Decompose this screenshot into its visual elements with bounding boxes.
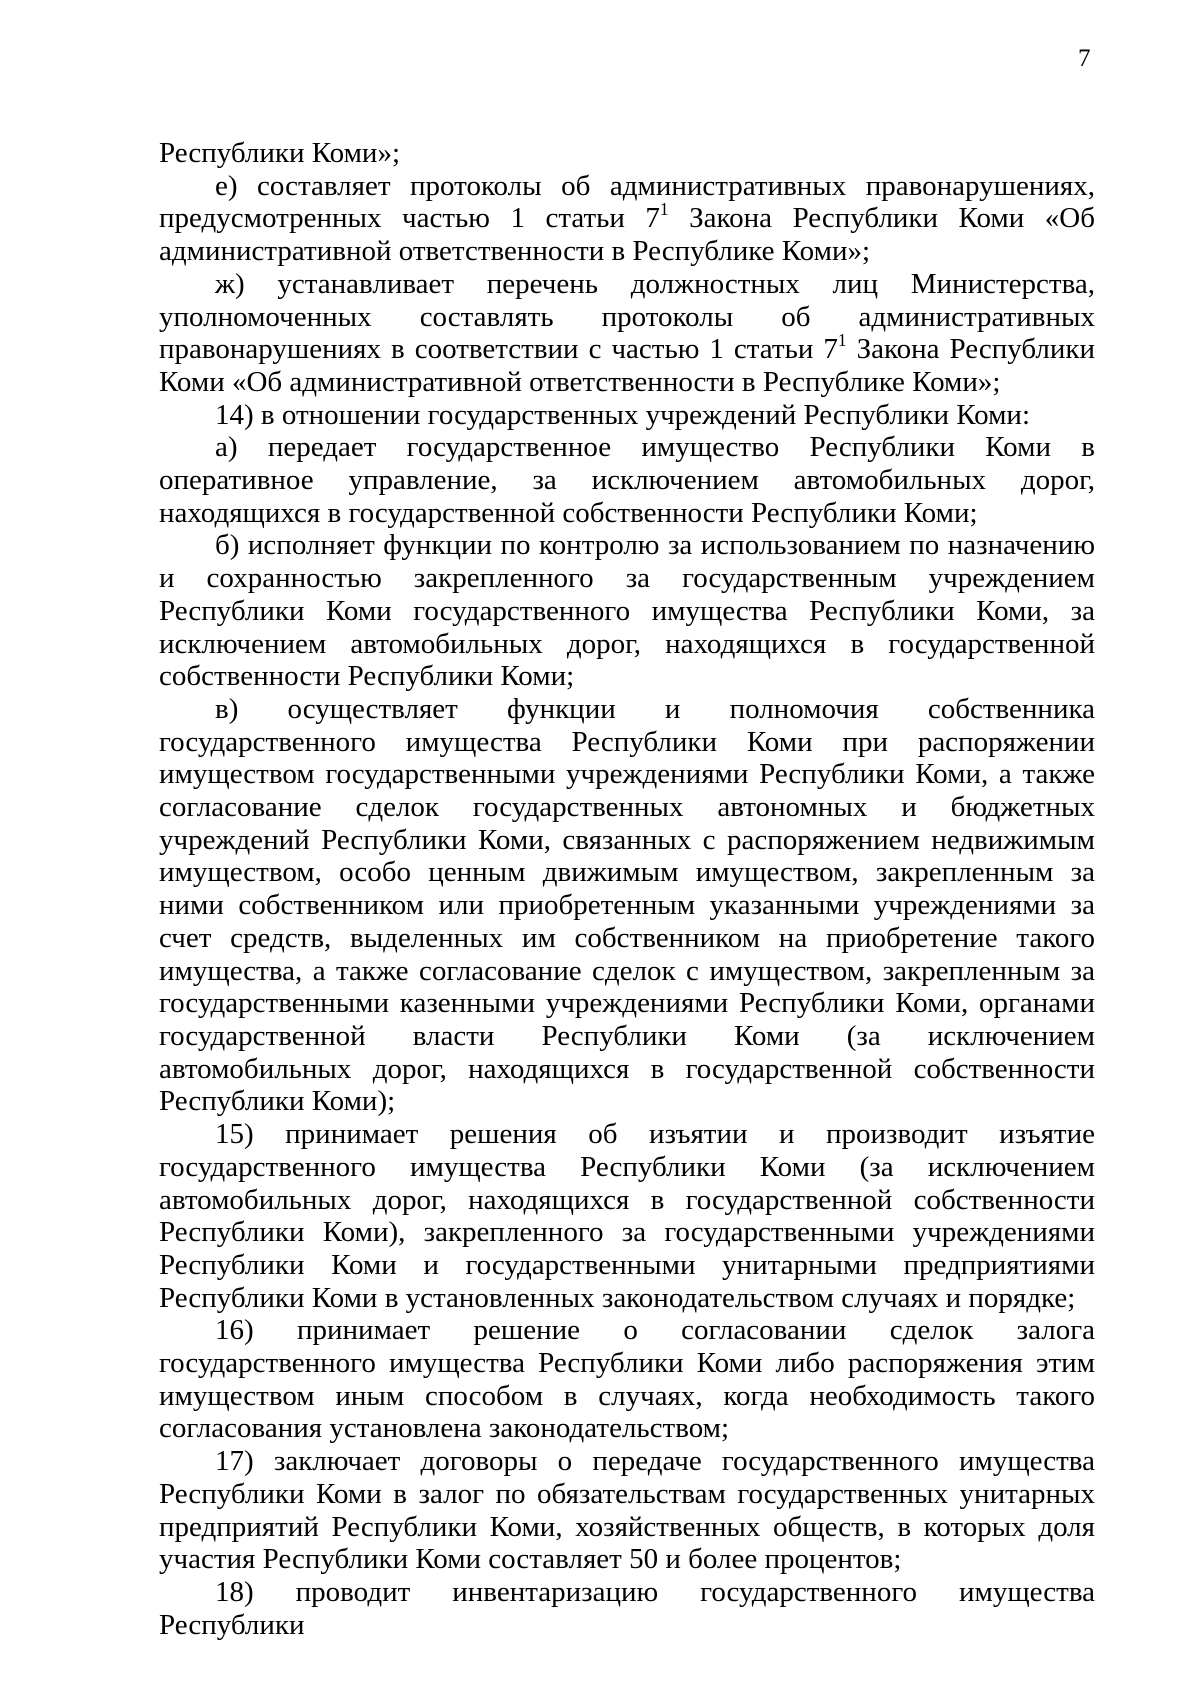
paragraph-continuation: Республики Коми»; [159,137,401,169]
paragraph-14-a: а) передает государственное имущество Республики Коми в оперативное управление, за исключением автомобильных дорог, находящихся в государственной собственности Республики Коми; [159,431,1095,529]
paragraph-text: Закона Республики Коми «Об административной ответственности в Республике Коми»; [159,333,1096,398]
paragraph-item-e [159,170,1095,268]
paragraph-14-b: б) исполняет функции по контролю за использованием по назначению и сохранностью закрепленного за государственным учреждением Республики Коми государственного имущества Республики Коми, за исключением автомобильных дорог, находящихся в государственной собственности Республики Коми; [159,529,1095,693]
paragraph-text: е) составляет протоколы об административных правонарушениях, предусмотренных частью 1 статьи 7 [159,169,1095,235]
paragraph-18: 18) проводит инвентаризацию государственного имущества Республики [159,1575,1095,1641]
paragraph-14-v: в) осуществляет функции и полномочия собственника государственного имущества Республики Коми при распоряжении имуществом государственными учреждениями Республики Коми, а также согласование сделок государственных автономных и бюджетных учреждений Республики Коми, связанных с распоряжением недвижимым имуществом, особо ценным движимым имуществом, закрепленным за ними собственником или приобретенным указанными учреждениями за счет средств, выделенных им собственником на приобретение такого имущества, а также согласование сделок с имуществом, закрепленным за государственными казенными учреждениями Республики Коми, органами государственной власти Республики Коми (за исключением автомобильных дорог, находящихся в государственной собственности Республики Коми); [159,692,1095,1118]
page-number: 7 [1078,45,1091,72]
paragraph-text: Закона Республики Коми «Об административной ответственности в Республике Коми»; [159,202,1095,268]
paragraph-text: ж) устанавливает перечень должностных лиц Министерства, уполномоченных составлять протоколы об административных правонарушениях в соответствии с частью 1 статьи 7 [159,267,1095,366]
paragraph-14: 14) в отношении государственных учреждений Республики Коми: [215,398,1031,431]
paragraph-15: 15) принимает решения об изъятии и производит изъятие государственного имущества Республики Коми (за исключением автомобильных дорог, находящихся в государственной собственности Республики Коми), закрепленного за государственными учреждениями Республики Коми и государственными унитарными предприятиями Республики Коми в установленных законодательством случаях и порядке; [159,1118,1095,1314]
paragraph-item-zh [159,268,1095,399]
document-body [159,137,1095,1641]
paragraph-16: 16) принимает решение о согласовании сделок залога государственного имущества Республики Коми либо распоряжения этим имуществом иным способом в случаях, когда необходимость такого согласования установлена законодательством; [159,1314,1095,1445]
superscript-index: 1 [837,330,847,351]
paragraph-17: 17) заключает договоры о передаче государственного имущества Республики Коми в залог по обязательствам государственных унитарных предприятий Республики Коми, хозяйственных обществ, в которых доля участия Республики Коми составляет 50 и более процентов; [159,1445,1095,1576]
superscript-index: 1 [659,199,669,220]
